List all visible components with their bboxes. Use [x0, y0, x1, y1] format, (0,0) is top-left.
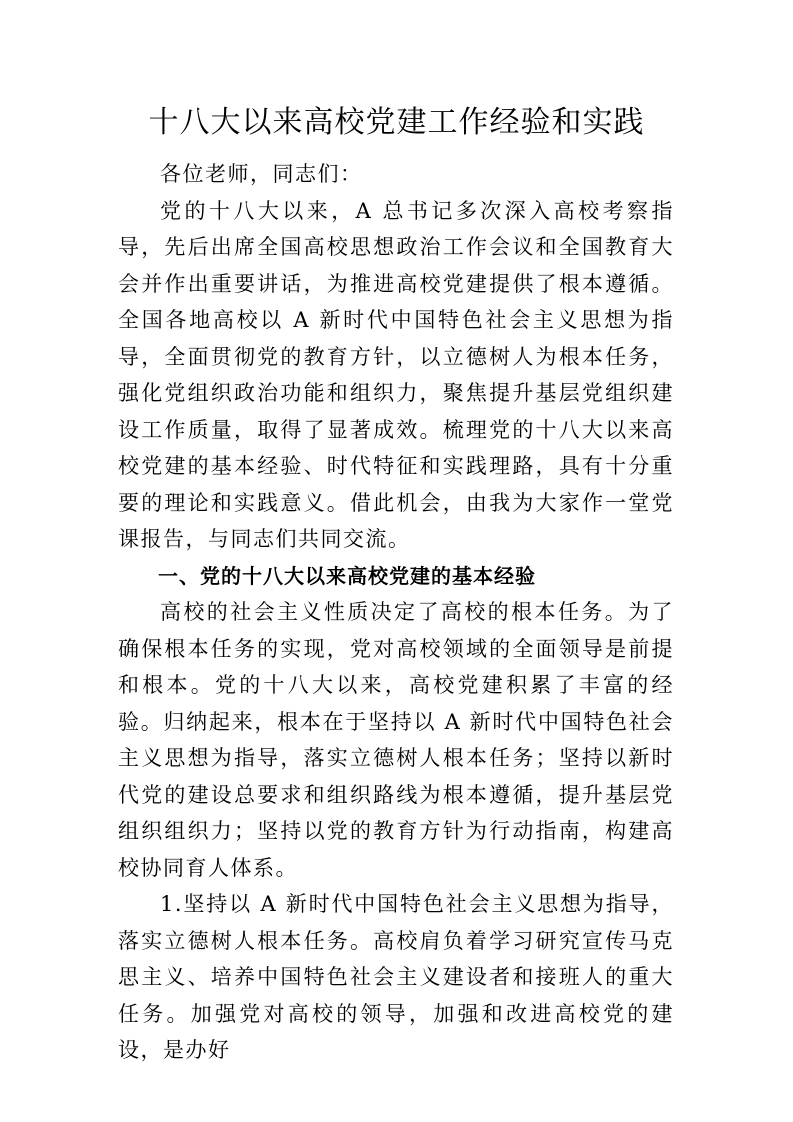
document-title: 十八大以来高校党建工作经验和实践 [148, 105, 645, 140]
paragraph-point-1: 1.坚持以 A 新时代中国特色社会主义思想为指导，落实立德树人根本任务。高校肩负着学习研究宣传马克思主义、培养中国特色社会主义建设者和接班人的重大任务。加强党对高校的领导，加强和改进高校党的建设，是办好 [118, 892, 674, 1062]
section-heading-1: 一、党的十八大以来高校党建的基本经验 [158, 563, 536, 588]
document-body [118, 156, 674, 1069]
paragraph-intro: 党的十八大以来，A 总书记多次深入高校考察指导，先后出席全国高校思想政治工作会议和全国教育大会并作出重要讲话，为推进高校党建提供了根本遵循。全国各地高校以 A 新时代中国特色社会主义思想为指导，全面贯彻党的教育方针，以立德树人为根本任务，强化党组织政治功能和组织力，聚焦提升基层党组织建设工作质量，取得了显著成效。梳理党的十八大以来高校党建的基本经验、时代特征和实践理路，具有十分重要的理论和实践意义。借此机会，由我为大家作一堂党课报告，与同志们共同交流。 [118, 198, 674, 551]
paragraph-basic-experience: 高校的社会主义性质决定了高校的根本任务。为了确保根本任务的实现，党对高校领域的全面领导是前提和根本。党的十八大以来，高校党建积累了丰富的经验。归纳起来，根本在于坚持以 A 新时代中国特色社会主义思想为指导，落实立德树人根本任务；坚持以新时代党的建设总要求和组织路线为根本遵循，提升基层党组织组织力；坚持以党的教育方针为行动指南，构建高校协同育人体系。 [118, 600, 674, 880]
salutation: 各位老师，同志们： [160, 162, 363, 186]
